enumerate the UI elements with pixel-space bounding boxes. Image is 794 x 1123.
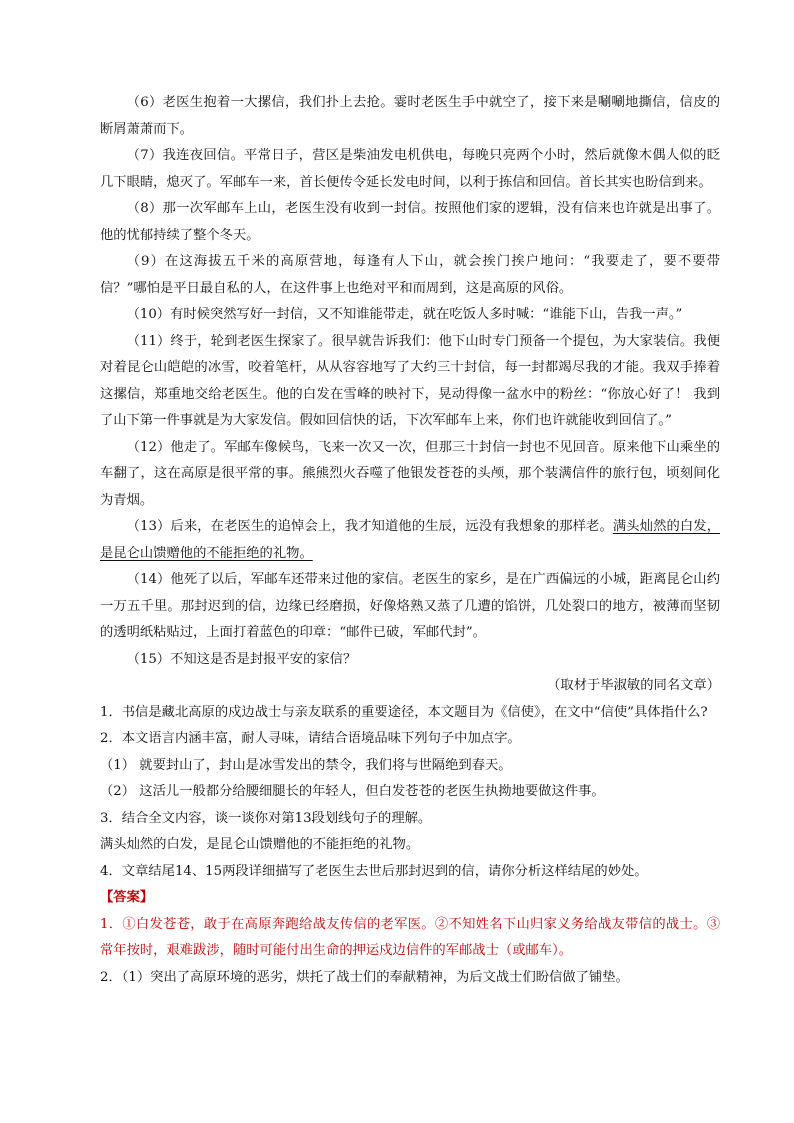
source-attribution: （取材于毕淑敏的同名文章）: [547, 678, 720, 693]
answer-2: 2．（1）突出了高原环境的恶劣，烘托了战士们的奉献精神，为后文战士们盼信做了铺垫。: [100, 969, 629, 985]
question-2-item-1: （1） 就要封山了，封山是冰雪发出的禁令，我们将与世隔绝到春天。: [100, 757, 512, 773]
paragraph-11: （11）终于，轮到老医生探家了。很早就告诉我们：他下山时专门预备一个提包，为大家装信。我便对着昆仑山皑皑的冰雪，咬着笔杆，从从容容地写了大约三十封信，每一封都竭尽我的才能。我双手捧着这摞信，郑重地交给老医生。他的白发在雪峰的映衬下，晃动得像一盆水中的粉丝：“你放心好了！ 我到了山下第一件事就是为大家发信。假如回信快的话，下次军邮车上来，你们也许就能收到回信了。”: [100, 333, 720, 428]
paragraph-10: （10）有时候突然写好一封信，又不知谁能带走，就在吃饭人多时喊：“谁能下山，告我一声。”: [126, 307, 683, 322]
paragraph-13-text: （13）后来，在老医生的追悼会上，我才知道他的生辰，远没有我想象的那样老。: [126, 519, 613, 534]
paragraph-7: （7）我连夜回信。平常日子，营区是柴油发电机供电，每晚只亮两个小时，然后就像木偶人似的眨几下眼睛，熄灭了。军邮车一来，首长便传令延长发电时间，以利于拣信和回信。首长其实也盼信到来。: [100, 148, 720, 190]
paragraph-6: （6）老医生抱着一大摞信，我们扑上去抢。霎时老医生手中就空了，接下来是唰唰地撕信，信皮的断屑萧萧而下。: [100, 95, 720, 137]
question-3: 3．结合全文内容，谈一谈你对第13段划线句子的理解。: [100, 810, 432, 826]
paragraph-14: （14）他死了以后，军邮车还带来过他的家信。老医生的家乡，是在广西偏远的小城，距离昆仑山约一万五千里。那封迟到的信，边缘已经磨损，好像烙熟又蒸了几遭的馅饼，几处裂口的地方，被薄而坚韧的透明纸粘贴过，上面打着蓝色的印章：“邮件已破，军邮代封”。: [100, 572, 720, 640]
paragraph-9: （9）在这海拔五千米的高原营地，每逢有人下山，就会挨门挨户地问：“我要走了，要不要带信？”哪怕是平日最自私的人，在这件事上也绝对平和而周到，这是高原的风俗。: [100, 254, 720, 296]
question-4: 4．文章结尾14、15两段详细描写了老医生去世后那封迟到的信，请你分析这样结尾的妙处。: [100, 863, 648, 879]
paragraph-8: （8）那一次军邮车上山，老医生没有收到一封信。按照他们家的逻辑，没有信来也许就是出事了。他的忧郁持续了整个冬天。: [100, 201, 720, 243]
paragraph-13: [100, 514, 720, 567]
answer-heading: 【答案】: [100, 890, 154, 905]
paragraph-15: （15）不知这是否是封报平安的家信？: [126, 651, 357, 667]
question-2-item-2: （2） 这活儿一般都分给腰细腿长的年轻人，但白发苍苍的老医生执拗地要做这件事。: [100, 784, 605, 799]
paragraph-12: （12）他走了。军邮车像候鸟，飞来一次又一次，但那三十封信一封也不见回音。原来他下山乘坐的车翻了，这在高原是很平常的事。熊熊烈火吞噬了他银发苍苍的头颅，那个装满信件的旅行包，顷刻间化为青烟。: [100, 439, 720, 508]
question-2: 2．本文语言内涵丰富，耐人寻味，请结合语境品味下列句子中加点字。: [100, 731, 521, 746]
question-3-quote: 满头灿然的白发，是昆仑山馈赠他的不能拒绝的礼物。: [100, 837, 420, 852]
underlined-sentence: 满头灿然的白发，是昆仑山馈赠他的不能拒绝的礼物。: [100, 519, 721, 561]
answer-1: 1．①白发苍苍，敢于在高原奔跑给战友传信的老军医。②不知姓名下山归家义务给战友带信的战士。③常年按时，艰难跋涉，随时可能付出生命的押运戍边信件的军邮战士（或邮车）。: [100, 916, 720, 958]
article-body: [100, 90, 720, 991]
question-1: 1．书信是藏北高原的戍边战士与亲友联系的重要途径，本文题目为《信使》，在文中“信使”具体指什么?: [100, 704, 708, 720]
